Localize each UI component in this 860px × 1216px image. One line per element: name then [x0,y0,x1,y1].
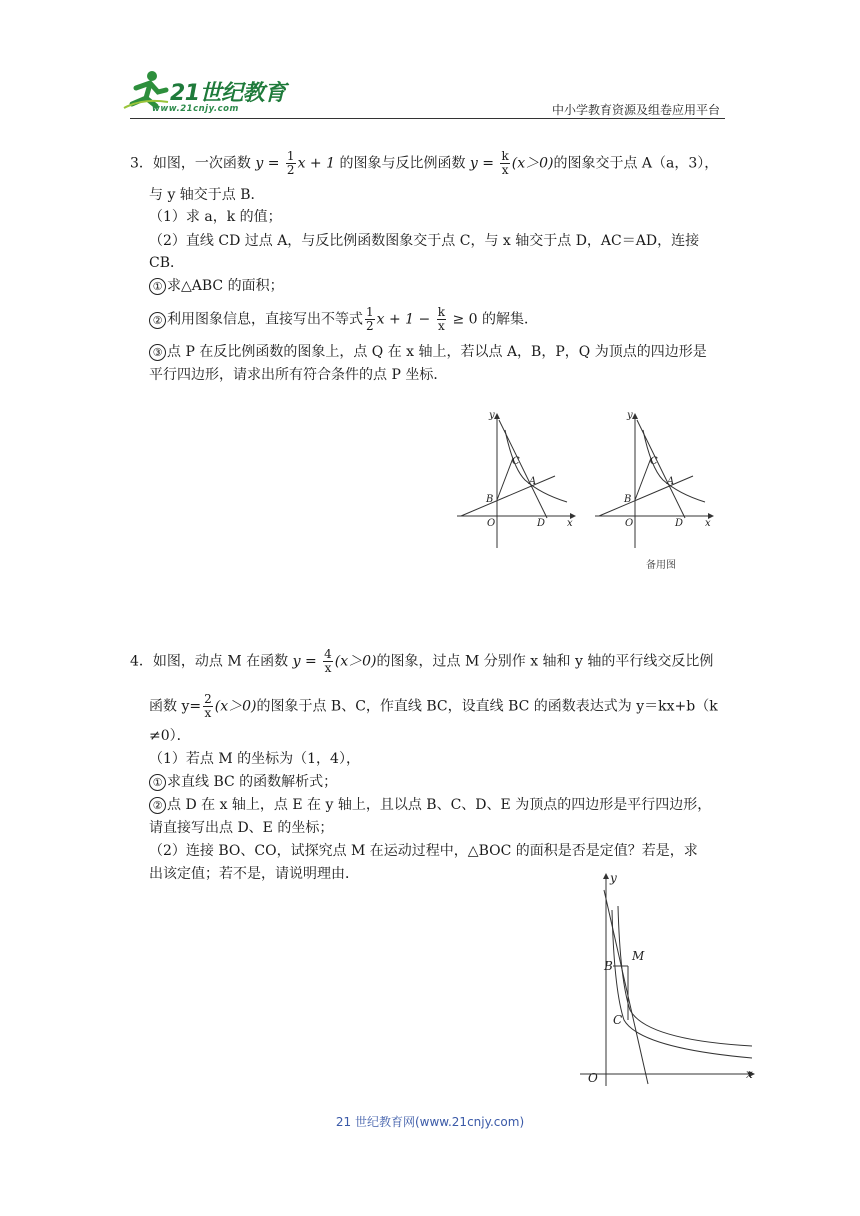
q4-eq2-num: 2 [204,692,212,706]
q4-eq1-fraction [323,648,333,675]
q4-figure [576,870,760,1090]
q3-fig2-x-label: x [705,518,711,529]
q3-fig2-c-label: C [650,456,658,467]
q3-fig2-segment-cb [635,458,651,500]
q4-sub2-text-a: 点 D 在 x 轴上，点 E 在 y 轴上，且以点 B、C、D、E 为顶点的四边形是平行四边形， [167,797,712,813]
q4-y-label: y [610,871,617,885]
q4-line2-a: 函数 y= [149,698,202,715]
q3-sub2-marker: ② [149,312,166,329]
q4-o-label: O [588,1071,598,1085]
q3-part2: （2）直线 CD 过点 A，与反比例函数图象交于点 C，与 x 轴交于点 D，AC＝AD，连接 [149,233,700,249]
q3-intro-a: 如图，一次函数 [152,155,256,172]
q4-sub1 [149,772,337,792]
q3-sub1 [149,276,284,296]
q4-eq2-den: x [204,706,212,720]
q3-fig1-o-label: O [487,518,496,529]
q3-ineq-frac1-num: 1 [366,305,374,319]
q4-curve-4-over-x [618,906,752,1046]
q3-eq1-fraction [286,150,296,177]
q3-fig1-x-label: x [567,518,573,529]
q3-ineq-frac1-den: 2 [366,319,374,333]
q4-eq1-den: x [324,661,332,675]
footer-site-link[interactable]: 21 世纪教育网(www.21cnjy.com) [335,1115,525,1129]
q4-b-label: B [604,959,613,973]
q4-eq1-num: 4 [324,647,332,661]
q3-fig2-y-label: y [627,410,633,421]
header-divider [130,118,725,119]
q3-sub3-text-a: 点 P 在反比例函数的图象上，点 Q 在 x 轴上，若以点 A，B，P，Q 为顶点的四边形是 [167,344,707,360]
q3-fig1-linear-line [461,476,555,516]
q3-intro [130,150,718,177]
q3-eq1-num: 1 [286,149,295,163]
q3-fig2-linear-line [599,476,693,516]
q3-fig1-b-label: B [486,494,494,505]
q4-curve-2-over-x [612,910,752,1058]
q3-fig1-y-label: y [489,410,495,421]
q4-part2b: 出该定值；若不是，请说明理由． [149,866,359,882]
q4-x-label: x [746,1067,753,1081]
q4-line-bc [604,890,648,1084]
q4-eq2-fraction [203,693,213,720]
q4-sub1-marker: ① [149,774,166,791]
q3-ineq-frac2 [437,306,446,333]
q3-eq1-lhs: y = [255,155,284,172]
q3-figures [455,408,725,558]
q4-intro-a: 如图，动点 M 在函数 [152,653,293,670]
q3-fig1-c-label: C [512,456,520,467]
q3-figure-backup [595,414,713,548]
q4-m-label: M [632,949,645,963]
q4-number: 4． [130,653,153,670]
q4-sub2-marker: ② [149,797,166,814]
q3-figure-main [457,414,575,548]
q3-fig1-line-cd [499,420,547,518]
q3-eq2-fraction [500,150,509,177]
q3-fig1-a-label: A [529,476,537,487]
q4-c-label: C [613,1013,623,1027]
q3-fig2-a-label: A [667,476,675,487]
q4-intro [130,648,713,675]
q3-ineq-mid: x + 1 − [376,311,435,328]
q4-intro-b: 的图象，过点 M 分别作 x 轴和 y 轴的平行线交反比例 [376,653,714,670]
q4-line2 [149,693,718,720]
logo-url: www.21cnjy.com [152,104,239,114]
q3-fig2-b-label: B [624,494,632,505]
q4-eq1-cond: (x＞0) [334,653,377,670]
platform-title: 中小学教育资源及组卷应用平台 [551,103,720,117]
q3-sub2-text-a: 利用图象信息，直接写出不等式 [167,311,363,328]
q4-eq2-cond: (x＞0) [214,698,257,715]
q3-part2b: CB． [149,255,184,271]
q3-fig1-d-label: D [537,518,546,529]
q3-sub2 [149,306,538,333]
q4-sub1-text: 求直线 BC 的函数解析式； [167,774,338,790]
q4-sub2b: 请直接写出点 D、E 的坐标； [149,820,334,836]
q3-eq2-num: k [501,149,509,163]
q3-ineq-tail: ≥ 0 [448,311,478,328]
q3-fig2-o-label: O [625,518,634,529]
q4-line3: ≠0）． [149,728,191,744]
q3-sub2-text-b: 的解集． [477,311,538,328]
q3-intro-c: 的图象交于点 A（a，3）， [553,155,719,172]
q3-ineq-frac1 [365,306,375,333]
q3-eq2-cond: (x＞0) [511,155,554,172]
logo-text: 21世纪教育 [170,81,286,106]
site-logo [122,66,292,118]
q3-line2: 与 y 轴交于点 B． [149,187,265,203]
q3-part1: （1）求 a，k 的值； [149,209,282,225]
q3-backup-caption: 备用图 [646,560,676,571]
q3-sub3 [149,342,707,362]
q3-sub1-marker: ① [149,278,166,295]
q3-sub3-marker: ③ [149,344,166,361]
q3-fig2-line-cd [637,420,685,518]
q3-fig2-d-label: D [675,518,684,529]
q3-number: 3． [130,155,153,172]
q4-part1: （1）若点 M 的坐标为（1，4）， [149,751,360,767]
q4-line2-b: 的图象于点 B、C，作直线 BC，设直线 BC 的函数表达式为 y＝kx+b（k [256,698,718,715]
q3-sub3b: 平行四边形，请求出所有符合条件的点 P 坐标． [149,367,448,383]
q3-sub1-text: 求△ABC 的面积； [167,278,284,294]
q3-eq1-rest: x + 1 [297,155,335,172]
q4-part2: （2）连接 BO、CO，试探究点 M 在运动过程中，△BOC 的面积是否是定值？若是，求 [149,843,698,859]
q3-ineq-frac2-num: k [437,305,445,319]
q3-eq2-den: x [501,163,509,177]
q3-eq2-lhs: y = [469,155,499,172]
q3-eq1-den: 2 [286,163,295,177]
q4-eq1-lhs: y = [292,653,322,670]
q3-ineq-frac2-den: x [437,319,445,333]
q3-fig1-segment-cb [497,458,513,500]
q3-intro-b: 的图象与反比例函数 [335,155,470,172]
q4-sub2 [149,795,711,815]
